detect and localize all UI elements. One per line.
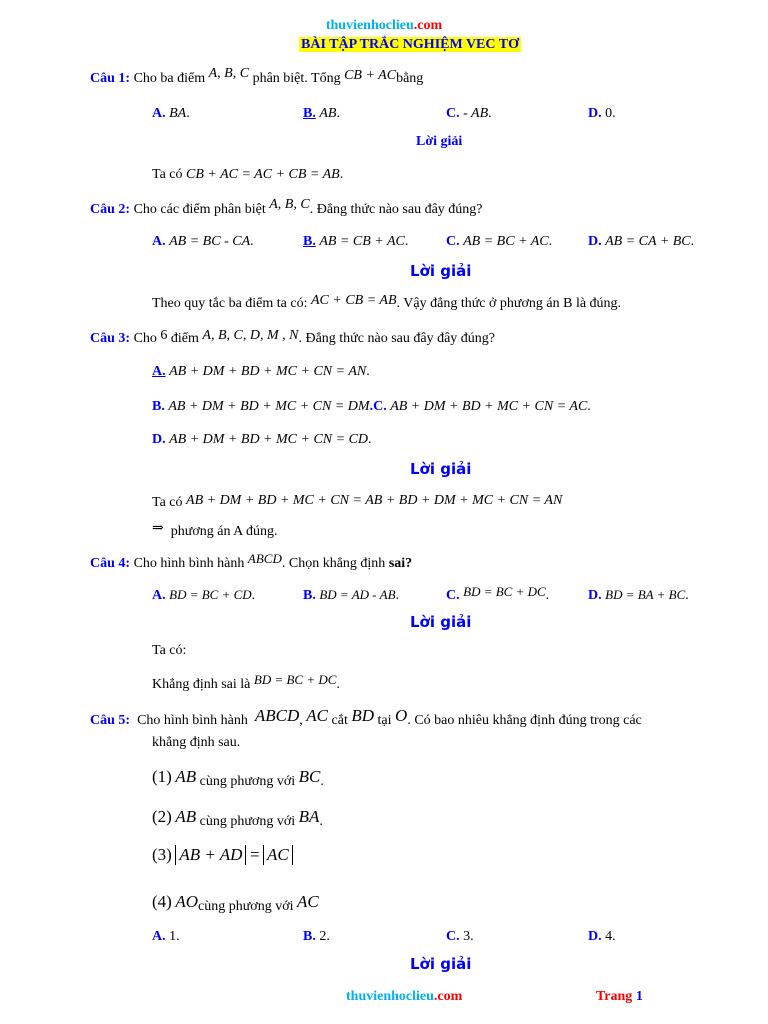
statement-4 [152,892,319,913]
solution-text: Ta có [152,495,183,510]
math-expr: ABCD [247,551,282,566]
solution-2 [152,293,622,313]
question-text: Cho các điểm phân biệt [133,202,266,217]
option-key: A. [152,106,166,121]
question-5-line2: khẳng định sau. [152,735,241,750]
solution-heading: Lời giải [410,955,472,973]
question-text: Cho hình bình hành [133,556,245,571]
site-name: thuvienhoclieu [325,18,414,33]
option-a[interactable] [152,364,370,381]
option-d[interactable] [588,106,616,123]
equals-sign: = [249,845,260,864]
option-end: . [176,929,180,944]
option-end: . [395,588,400,603]
question-text: . Đẳng thức nào sau đây đây đúng? [298,331,496,346]
option-b[interactable] [303,587,399,605]
math-expr: AO [175,892,198,911]
solution-heading: Lời giải [410,460,472,478]
option-end: . [336,106,340,121]
option-key: A. [152,929,166,944]
page-label: Trang [596,989,633,1004]
question-label: Câu 3: [90,331,131,346]
option-value: 0 [605,106,613,121]
math-expr: A, B, C, D, M , N [202,328,299,343]
option-key: C. [446,929,460,944]
math-expr: BA [298,807,320,826]
statement-2: (2) AB cùng phương với BA. [152,807,323,829]
site-domain: .com [413,18,443,33]
solution-heading: Lời giải [410,613,472,631]
option-d[interactable] [152,432,372,449]
option-c-key[interactable]: .C. [369,399,387,414]
question-text: . Đẳng thức nào sau đây đúng? [309,202,483,217]
solution-text: . Vậy đẳng thức ở phương án B là đúng. [396,296,622,311]
option-key: C. [446,106,460,121]
page-title-wrap [0,37,768,54]
option-key: A. [152,234,166,249]
option-end: . [250,234,254,249]
option-end: . [690,234,695,249]
statement-1: (1) AB cùng phương với BC. [152,767,324,789]
question-label: Câu 4: [90,556,131,571]
math-expr: AC [306,706,329,725]
option-a[interactable] [152,234,254,251]
option-value: AB + DM + BD + MC + CN = AN [169,364,367,379]
option-key: B. [303,106,316,121]
math-expr: CB + AC [344,68,397,83]
math-expr: BD [351,706,375,725]
solution-end: . [339,167,344,182]
solution-heading: Lời giải [416,134,463,149]
question-label: Câu 5: [90,713,131,728]
option-value: AB = CB + AC [319,234,405,249]
option-c-value: AB + DM + BD + MC + CN = AC [390,399,588,414]
question-text-bold: sai? [388,556,413,571]
footer-site-domain: .com [433,989,463,1004]
math-expr: AC [297,892,319,911]
statement-text: cùng phương với [198,899,294,914]
solution-3 [152,495,562,512]
option-value: 4 [605,929,613,944]
option-key: A. [152,364,166,379]
option-a[interactable] [152,587,255,605]
option-c[interactable] [446,584,550,605]
option-c[interactable] [446,929,474,946]
statement-number: (4) [152,892,172,911]
math-expr: O [395,706,408,725]
statement-text: cùng phương với [199,814,296,829]
solution-3-conclusion [152,521,278,541]
question-label: Câu 2: [90,202,131,217]
option-end: . [186,106,190,121]
solution-text: Khẳng định sai là [152,677,251,692]
option-end: . [326,929,330,944]
option-d[interactable] [588,929,616,946]
option-value: 3 [463,929,471,944]
question-text: Cho [133,331,157,346]
math-expr: A, B, C [269,197,310,212]
solution-heading: Lời giải [410,262,472,280]
option-end: . [366,364,370,379]
option-value: BA [169,106,187,121]
statement-number: (3) [152,845,172,864]
option-d[interactable] [588,587,689,605]
option-end: . [368,432,372,447]
option-end: . [685,588,689,603]
page-title: BÀI TẬP TRẮC NGHIỆM VEC TƠ [301,37,519,52]
option-b[interactable] [303,106,340,123]
option-key: D. [588,106,602,121]
statement-text: cùng phương với [199,774,296,789]
solution-4-line1: Ta có: [152,643,187,658]
option-key: B. [303,929,316,944]
option-key: D. [588,588,602,603]
option-a[interactable] [152,106,190,123]
math-expr: CB + AC = AC + CB = AB [186,167,340,182]
option-value: AB [319,106,337,121]
question-2 [90,197,483,219]
option-key: B. [303,234,316,249]
question-3 [90,328,496,348]
solution-4 [152,672,340,694]
question-text: phân biệt. Tổng [252,71,341,86]
statement-number: (1) [152,767,172,786]
option-value: AB = BC - CA [169,234,251,249]
option-b[interactable] [303,234,408,251]
option-key: C. [446,234,460,249]
math-expr: AB [175,807,197,826]
option-key: C. [446,588,460,603]
question-text: , [299,713,303,728]
footer-site [346,989,462,1006]
math-expr: 6 [160,328,168,343]
question-text: Cho hình bình hành [137,713,248,728]
option-d[interactable] [588,234,694,251]
solution-text: Ta có [152,167,183,182]
option-key: D. [588,234,602,249]
math-expr: BC [298,767,321,786]
footer-site-name: thuvienhoclieu [346,989,434,1004]
option-value: 1 [169,929,177,944]
option-key: A. [152,588,166,603]
option-b[interactable] [303,929,330,946]
option-value: BD = BC + DC [463,584,546,599]
option-value: BD = BC + CD [169,587,252,602]
implies-icon: ⇒ [152,521,164,536]
option-key: B. [152,399,165,414]
option-end: . [587,399,591,414]
solution-text: phương án A đúng. [170,524,278,539]
page-number [596,989,643,1006]
option-key: D. [152,432,166,447]
option-end: . [488,106,492,121]
statement-3 [152,845,293,866]
option-key: D. [588,929,602,944]
page-num: 1 [635,989,643,1004]
solution-1 [152,167,343,184]
option-end: . [612,106,616,121]
question-text: bằng [396,71,424,86]
statement-number: (2) [152,807,172,826]
question-text: . Có bao nhiêu khẳng định đúng trong các [407,713,642,728]
option-value: 2 [319,929,327,944]
option-end: . [251,588,256,603]
math-expr: AB + AD [175,845,246,865]
solution-text: Theo quy tắc ba điểm ta có: [152,296,308,311]
option-b[interactable] [152,399,591,416]
math-expr: ABCD [254,706,300,725]
math-expr: BD = BC + DC [253,672,337,687]
question-text: cắt [331,713,348,728]
question-text: Cho ba điểm [133,71,206,86]
option-value: BD = BA + BC [605,587,686,602]
question-text: điểm [170,331,199,346]
option-c[interactable] [446,106,492,123]
question-4 [90,551,413,573]
question-text: tại [377,713,392,728]
option-end: . [470,929,474,944]
math-expr: AB + DM + BD + MC + CN = AB + BD + DM + MC + CN = AN [186,493,563,508]
option-end: . [612,929,616,944]
math-expr: AC [263,845,293,865]
site-header [0,18,768,35]
option-value: BD = AD - AB [319,587,396,602]
question-label: Câu 1: [90,71,131,86]
math-expr: AB [175,767,197,786]
question-5 [90,706,642,730]
option-value: AB = BC + AC [463,234,549,249]
option-end: . [545,588,550,603]
option-c[interactable] [446,234,552,251]
option-key: B. [303,588,316,603]
option-value: AB + DM + BD + MC + CN = CD [169,432,369,447]
option-value: AB = CA + BC [605,234,691,249]
question-1 [90,66,424,88]
option-end: . [548,234,553,249]
option-a[interactable] [152,929,180,946]
solution-end: . [336,677,340,692]
option-value: - AB [463,106,489,121]
option-end: . [404,234,409,249]
math-expr: AC + CB = AB [311,293,397,308]
math-expr: A, B, C [208,66,250,81]
question-text: . Chọn khẳng định [281,556,386,571]
option-value: AB + DM + BD + MC + CN = DM [168,399,370,414]
